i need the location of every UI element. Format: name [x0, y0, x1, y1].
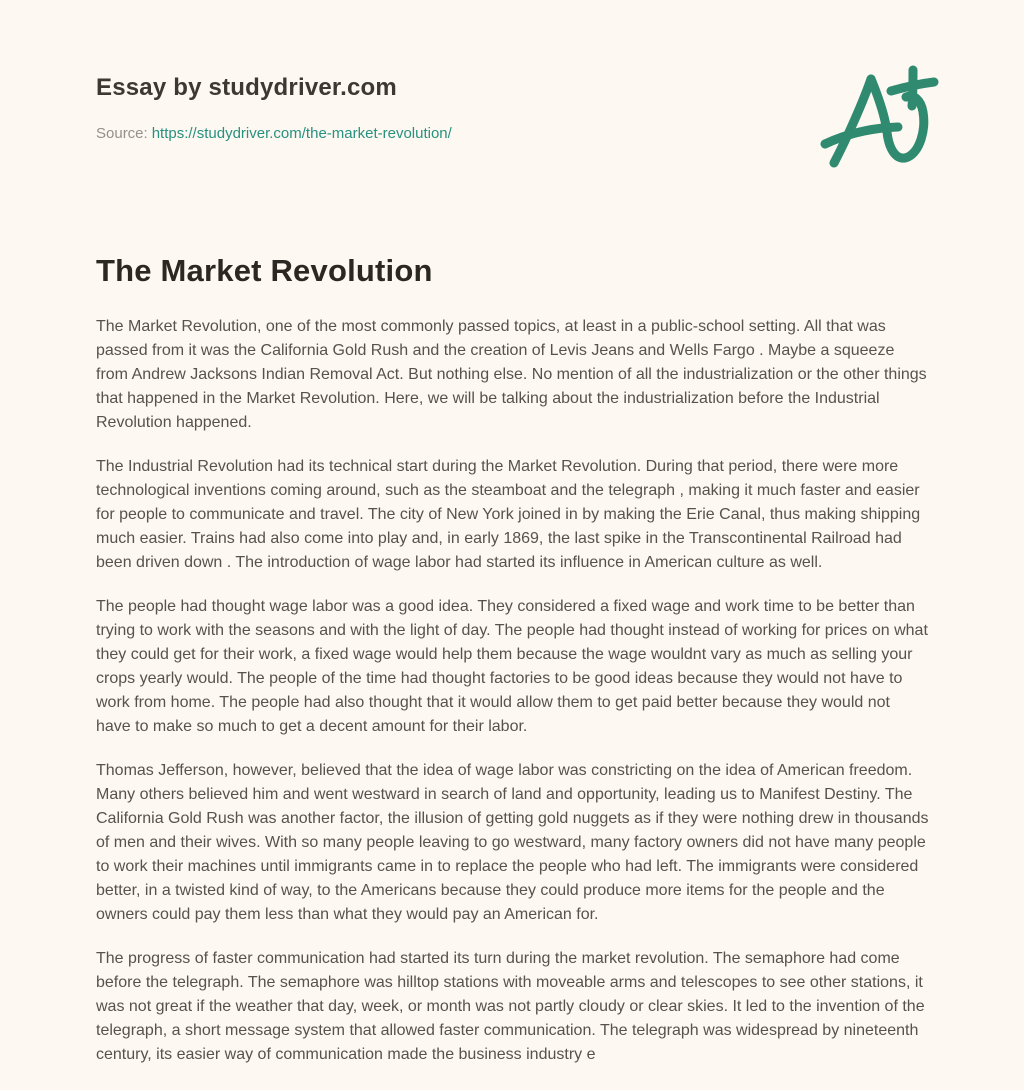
source-line: [96, 125, 452, 142]
essay-title: The Market Revolution: [96, 253, 433, 288]
a-plus-grade-logo-icon: [818, 64, 944, 168]
essay-paragraph-3: The people had thought wage labor was a good idea. They considered a fixed wage and work time to be better than trying to work with the seasons and with the light of day. The people had thought instead of working for prices on what they could get for their work, a fixed wage would help them because the wage wouldnt vary as much as selling your crops yearly would. The people of the time had thought factories to be good ideas because they would not have to work from home. The people had also thought that it would allow them to get paid better because they would not have to make so much to get a decent amount for their labor.: [96, 598, 928, 735]
essay-paragraph-4: Thomas Jefferson, however, believed that the idea of wage labor was constricting on the idea of American freedom. Many others believed him and went westward in search of land and opportunity, leading us to Manifest Destiny. The California Gold Rush was another factor, the illusion of getting gold nuggets as if they were nothing drew in thousands of men and their wives. With so many people leaving to go westward, many factory owners did not have many people to work their machines until immigrants came in to replace the people who had left. The immigrants were considered better, in a twisted kind of way, to the Americans because they could produce more items for the people and the owners could pay them less than what they would pay an American for.: [96, 762, 929, 923]
source-label: Source:: [96, 125, 148, 142]
a-plus-logo-strokes: [825, 70, 934, 163]
essay-paragraph-5: The progress of faster communication had started its turn during the market revolution. The semaphore had come before the telegraph. The semaphore was hilltop stations with moveable arms and telescopes to see other stations, it was not great if the weather that day, week, or month was not partly cloudy or clear skies. It led to the invention of the telegraph, a short message system that allowed faster communication. The telegraph was widespread by nineteenth century, its easier way of communication made the business industry e: [96, 950, 925, 1063]
essay-paragraph-1: The Market Revolution, one of the most commonly passed topics, at least in a public-school setting. All that was passed from it was the California Gold Rush and the creation of Levis Jeans and Wells Fargo . Maybe a squeeze from Andrew Jacksons Indian Removal Act. But nothing else. No mention of all the industrialization or the other things that happened in the Market Revolution. Here, we will be talking about the industrialization before the Industrial Revolution happened.: [96, 318, 927, 431]
source-url-link[interactable]: https://studydriver.com/the-market-revolution/: [151, 125, 452, 142]
essay-body: [96, 315, 929, 1087]
page-title: Essay by studydriver.com: [96, 74, 397, 101]
essay-paragraph-2: The Industrial Revolution had its technical start during the Market Revolution. During that period, there were more technological inventions coming around, such as the steamboat and the telegraph , making it much faster and easier for people to communicate and travel. The city of New York joined in by making the Erie Canal, thus making shipping much easier. Trains had also come into play and, in early 1869, the last spike in the Transcontinental Railroad had been driven down . The introduction of wage labor had started its influence in American culture as well.: [96, 458, 921, 571]
